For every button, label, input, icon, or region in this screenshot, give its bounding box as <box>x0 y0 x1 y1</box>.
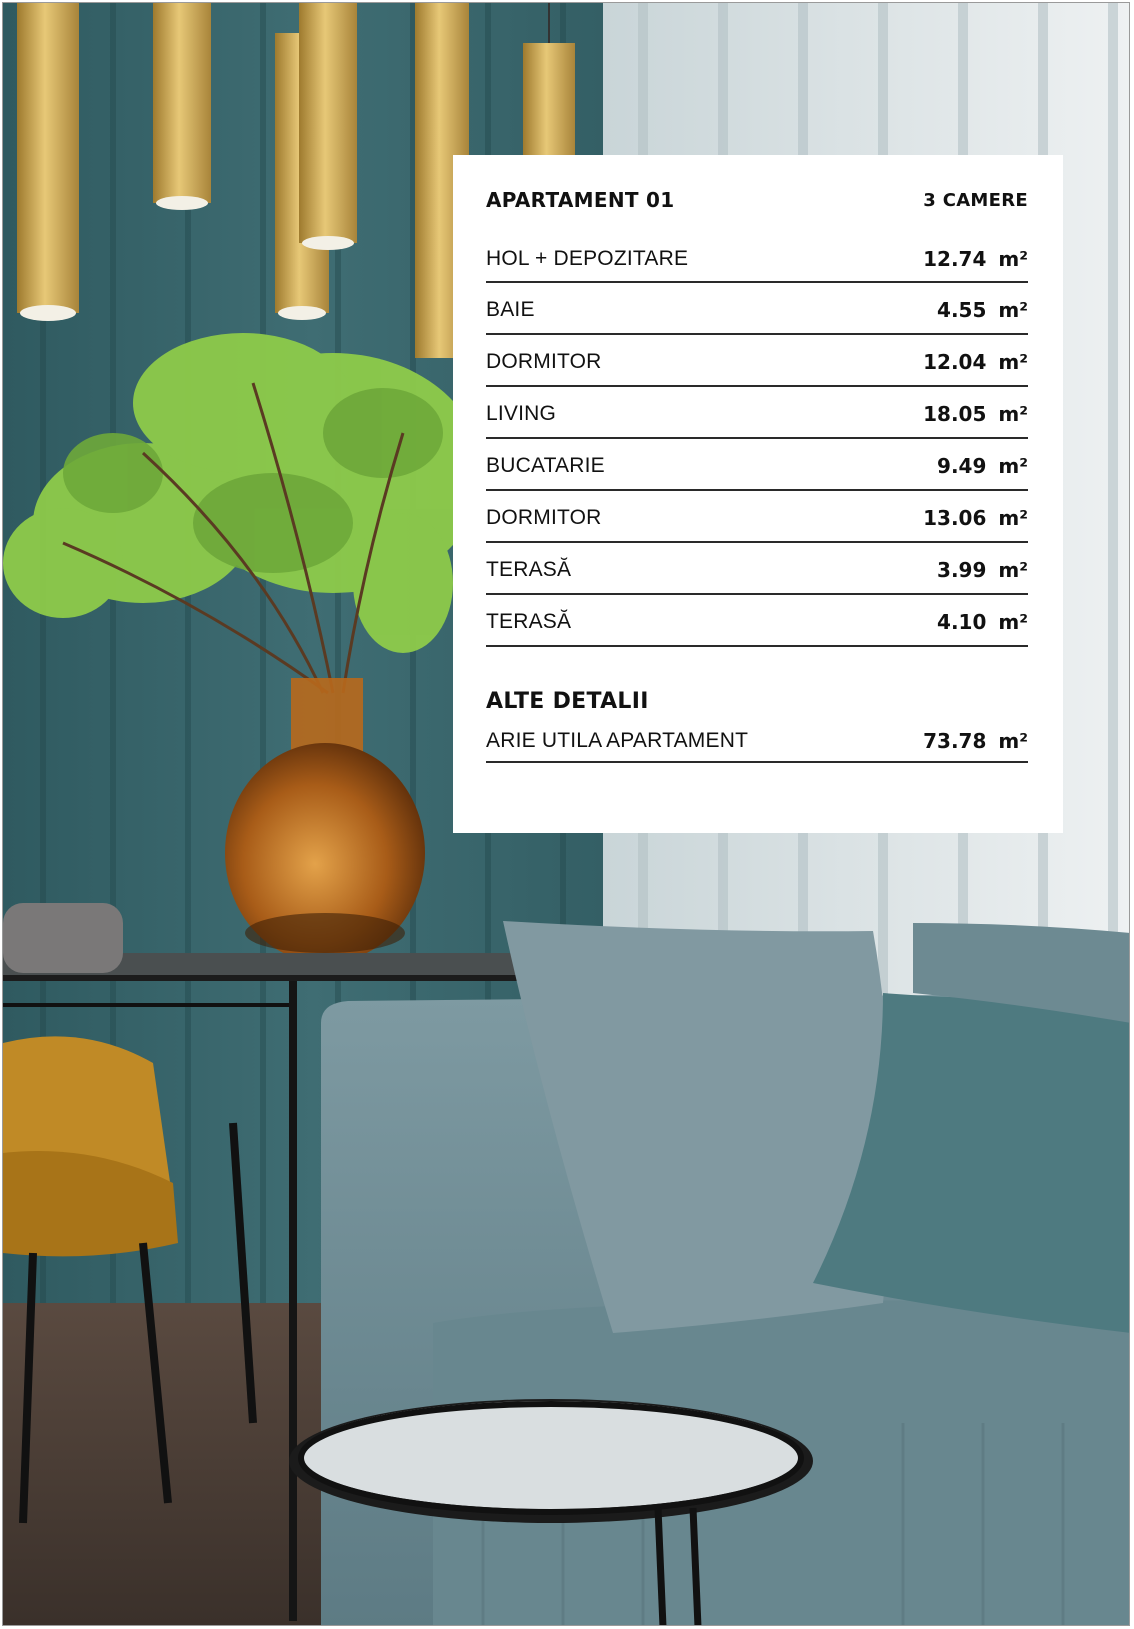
area-unit: m² <box>998 558 1028 582</box>
area-unit: m² <box>998 298 1028 322</box>
total-area-row <box>486 717 1028 763</box>
total-area-label: ARIE UTILA APARTAMENT <box>486 729 749 752</box>
room-row <box>486 283 1028 335</box>
area-unit: m² <box>998 610 1028 634</box>
room-row <box>486 543 1028 595</box>
room-row <box>486 595 1028 647</box>
total-area <box>923 729 1028 753</box>
area-unit: m² <box>998 350 1028 374</box>
area-unit: m² <box>998 454 1028 478</box>
area-value: 12.04 <box>923 350 987 374</box>
room-area <box>923 506 1028 530</box>
area-unit: m² <box>998 247 1028 271</box>
room-name: DORMITOR <box>486 506 602 529</box>
room-area <box>937 298 1028 322</box>
room-row <box>486 335 1028 387</box>
room-name: BAIE <box>486 298 535 321</box>
apartment-title: APARTAMENT 01 <box>486 188 675 212</box>
brochure-page <box>2 2 1130 1626</box>
area-value: 13.06 <box>923 506 987 530</box>
area-value: 18.05 <box>923 402 987 426</box>
room-name: TERASĂ <box>486 558 572 581</box>
area-value: 4.55 <box>937 298 987 322</box>
details-heading: ALTE DETALII <box>486 689 649 714</box>
area-value: 12.74 <box>923 247 987 271</box>
room-area <box>937 454 1028 478</box>
room-area <box>923 350 1028 374</box>
area-value: 4.10 <box>937 610 987 634</box>
room-name: DORMITOR <box>486 350 602 373</box>
room-area <box>937 610 1028 634</box>
room-row <box>486 439 1028 491</box>
rooms-count: 3 CAMERE <box>923 189 1028 211</box>
apartment-specs-card <box>453 155 1063 833</box>
room-name: LIVING <box>486 402 557 425</box>
area-unit: m² <box>998 402 1028 426</box>
area-value: 9.49 <box>937 454 987 478</box>
area-value: 3.99 <box>937 558 987 582</box>
room-row <box>486 237 1028 283</box>
room-name: TERASĂ <box>486 610 572 633</box>
room-name: BUCATARIE <box>486 454 605 477</box>
room-name: HOL + DEPOZITARE <box>486 247 689 270</box>
area-unit: m² <box>998 506 1028 530</box>
room-area <box>923 247 1028 271</box>
card-header <box>486 188 1028 212</box>
rooms-list <box>486 237 1028 647</box>
room-row <box>486 387 1028 439</box>
room-area <box>923 402 1028 426</box>
total-area-value: 73.78 <box>923 729 987 753</box>
room-row <box>486 491 1028 543</box>
area-unit: m² <box>998 729 1028 753</box>
room-area <box>937 558 1028 582</box>
